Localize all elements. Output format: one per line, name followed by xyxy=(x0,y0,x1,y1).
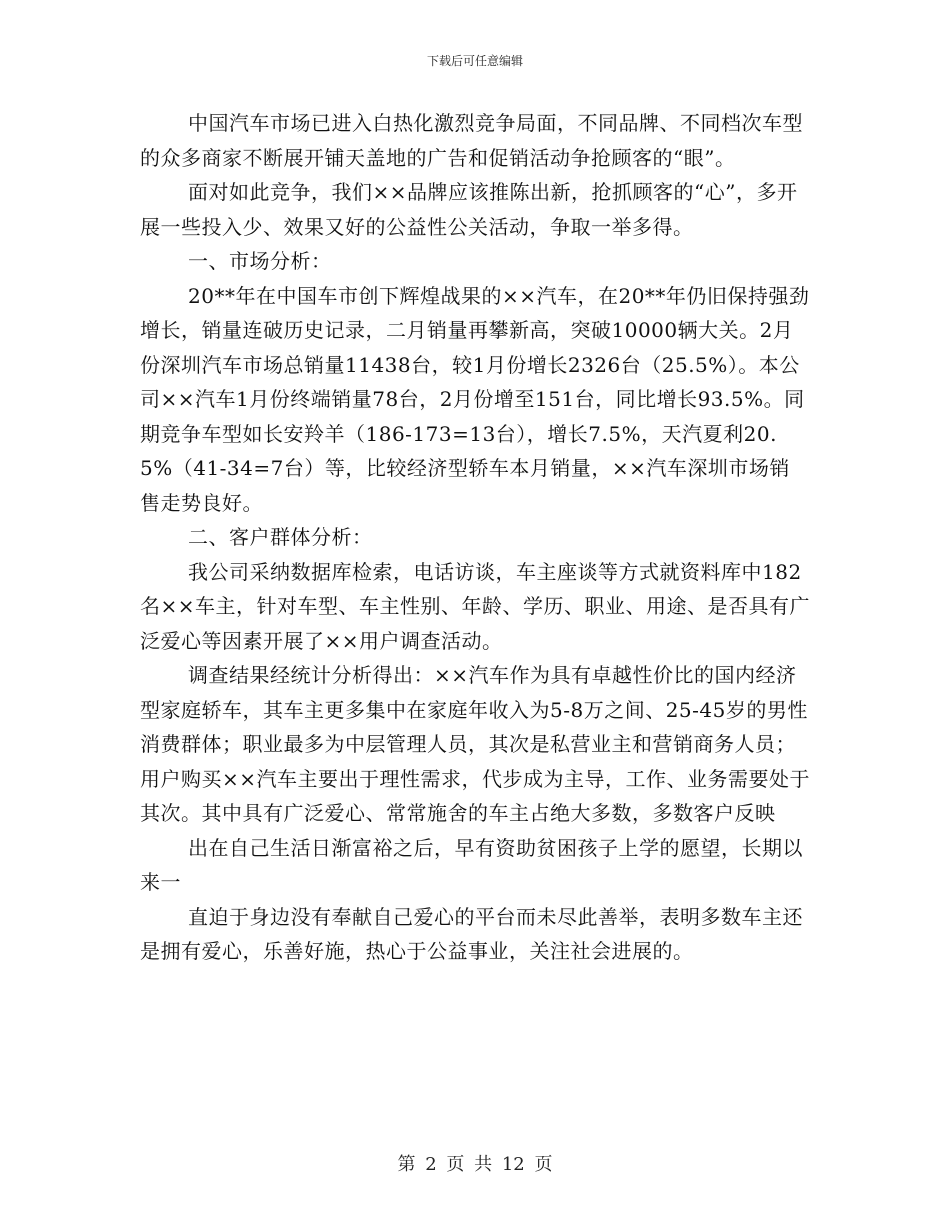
paragraph-survey-results: 调查结果经统计分析得出：××汽车作为具有卓越性价比的国内经济型家庭轿车，其车主更多集中在家庭年收入为5-8万之间、25-45岁的男性消费群体；职业最多为中层管理人员，其次是私营业主和营销商务人员；用户购买××汽车主要出于理性需求，代步成为主导，工作、业务需要处于其次。其中具有广泛爱心、常常施舍的车主占绝大多数，多数客户反映 xyxy=(140,663,811,825)
paragraph-survey-method: 我公司采纳数据库检索，电话访谈，车主座谈等方式就资料库中182名××车主，针对车型、车主性别、年龄、学历、职业、用途、是否具有广泛爱心等因素开展了××用户调查活动。 xyxy=(140,559,811,653)
paragraph-market-analysis: 20**年在中国车市创下辉煌战果的××汽车，在20**年仍旧保持强劲增长，销量连破历史记录，二月销量再攀新高，突破10000辆大关。2月份深圳汽车市场总销量11438台，较1月份增长2326台（25.5%）。本公司××汽车1月份终端销量78台，2月份增至151台，同比增长93.5%。同期竞争车型如长安羚羊（186-173=13台），增长7.5%，天汽夏利20.5%（41-34=7台）等，比较经济型轿车本月销量，××汽车深圳市场销售走势良好。 xyxy=(140,283,810,515)
paragraph-intro: 中国汽车市场已进入白热化激烈竞争局面，不同品牌、不同档次车型的众多商家不断展开铺天盖地的广告和促销活动争抢顾客的“眼”。 xyxy=(140,111,803,170)
page-header: 下载后可任意编辑 xyxy=(426,54,523,68)
paragraph-customer-wish: 出在自己生活日渐富裕之后，早有资助贫困孩子上学的愿望，长期以来一 xyxy=(140,835,803,894)
page-footer: 第 2 页 共 12 页 xyxy=(397,1154,553,1175)
document-body xyxy=(140,106,810,969)
paragraph-competition: 面对如此竞争，我们××品牌应该推陈出新，抢抓顾客的“心”，多开展一些投入少、效果又好的公益性公关活动，争取一举多得。 xyxy=(140,180,798,239)
paragraph-customer-conclusion: 直迫于身边没有奉献自己爱心的平台而未尽此善举，表明多数车主还是拥有爱心，乐善好施，热心于公益事业，关注社会进展的。 xyxy=(140,904,803,963)
section-heading-market-analysis: 一、市场分析： xyxy=(188,249,332,273)
section-heading-customer-analysis: 二、客户群体分析： xyxy=(188,525,373,549)
